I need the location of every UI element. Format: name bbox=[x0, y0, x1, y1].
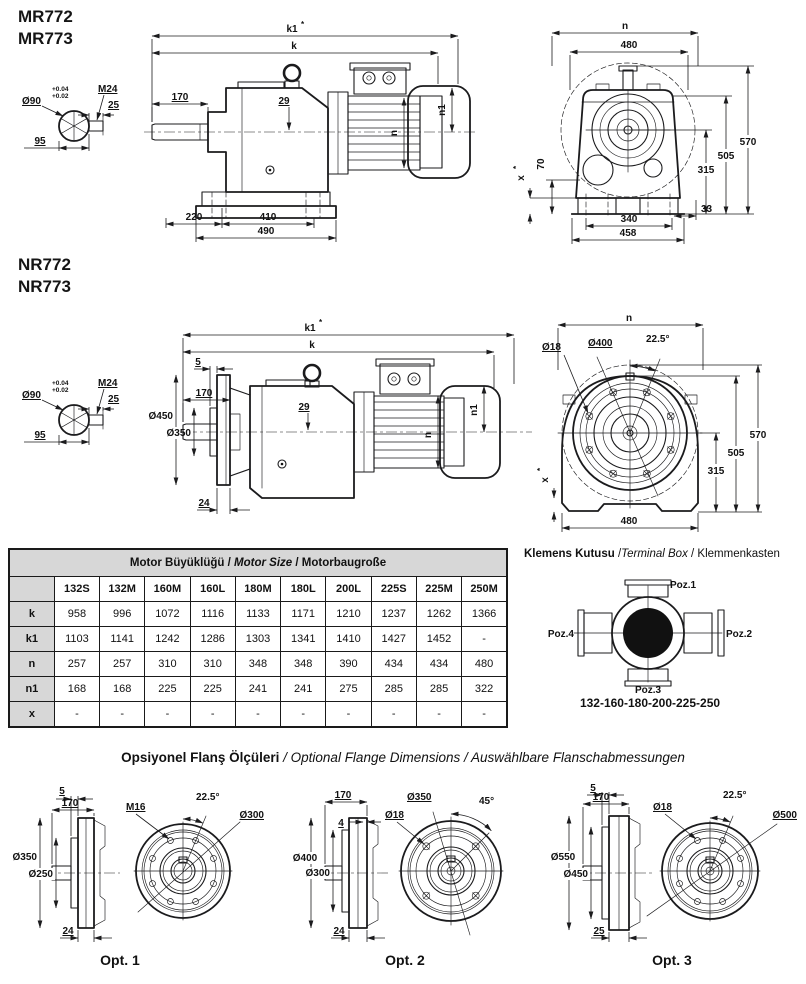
dim-opt3-dia450: Ø450 bbox=[563, 869, 588, 880]
dim-mr-rear-315: 315 bbox=[697, 165, 715, 176]
terminal-title-tr: Klemens Kutusu bbox=[524, 548, 615, 560]
nr-model-labels bbox=[18, 254, 71, 298]
dim-opt3-dia550: Ø550 bbox=[550, 852, 576, 863]
flange-section-title bbox=[0, 750, 806, 765]
dim-mr-rear-n: n bbox=[621, 21, 629, 32]
dim-mr-n: n bbox=[389, 129, 400, 137]
dim-shaft-95: 95 bbox=[34, 136, 46, 147]
table-cell: 434 bbox=[416, 652, 461, 677]
terminal-poz1-label: Poz.1 bbox=[670, 580, 697, 591]
table-cell: 958 bbox=[54, 602, 99, 627]
table-row bbox=[9, 702, 507, 728]
dim-mr-k1-star: * bbox=[301, 20, 305, 29]
table-cell: 996 bbox=[100, 602, 145, 627]
table-title-tr: Motor Büyüklüğü bbox=[129, 557, 225, 569]
dim-opt3-170: 170 bbox=[592, 792, 610, 803]
table-cell: 1410 bbox=[326, 627, 371, 652]
mr-model-labels bbox=[18, 6, 73, 50]
dim-opt1-dia300: Ø300 bbox=[239, 810, 264, 821]
dim-nr-170: 170 bbox=[195, 388, 213, 399]
table-cell: 1133 bbox=[235, 602, 280, 627]
dim-opt2-dia18: Ø18 bbox=[385, 810, 404, 821]
dim-opt3-dia18: Ø18 bbox=[653, 802, 672, 813]
col-header: 160L bbox=[190, 577, 235, 602]
nr-side-geometry bbox=[159, 335, 532, 514]
col-header: 132S bbox=[54, 577, 99, 602]
table-cell: - bbox=[145, 702, 190, 728]
dim-nr-rear-570: 570 bbox=[749, 430, 767, 441]
dim-opt2-170: 170 bbox=[334, 790, 352, 801]
nr-rear-view-drawing bbox=[536, 312, 806, 540]
table-cell: 241 bbox=[281, 677, 326, 702]
dim-shaft-95: 95 bbox=[34, 430, 46, 441]
flange-title-de: Auswählbare Flanschabmessungen bbox=[471, 750, 685, 765]
nr-side-view-drawing bbox=[142, 302, 537, 542]
table-cell: - bbox=[100, 702, 145, 728]
col-header: 225S bbox=[371, 577, 416, 602]
row-label: k1 bbox=[9, 627, 54, 652]
dim-opt1-thread: M16 bbox=[126, 802, 146, 813]
table-cell: 225 bbox=[145, 677, 190, 702]
dim-shaft-thread: M24 bbox=[98, 378, 118, 389]
flange-title-tr: Opsiyonel Flanş Ölçüleri bbox=[121, 750, 280, 765]
dim-shaft-tol-lower: +0.02 bbox=[52, 93, 69, 100]
dim-mr-490: 490 bbox=[257, 226, 275, 237]
table-cell: - bbox=[462, 627, 507, 652]
table-cell: 241 bbox=[235, 677, 280, 702]
dim-mr-rear-505: 505 bbox=[717, 151, 735, 162]
table-cell: - bbox=[416, 702, 461, 728]
table-cell: - bbox=[190, 702, 235, 728]
dim-nr-rear-x: x bbox=[540, 477, 551, 483]
motor-size-table bbox=[8, 548, 508, 728]
terminal-title-sep1: / bbox=[614, 548, 622, 560]
mr-shaft-end-drawing bbox=[8, 80, 138, 162]
table-cell: 1242 bbox=[145, 627, 190, 652]
table-cell: 1366 bbox=[462, 602, 507, 627]
table-title-de: Motorbaugroße bbox=[301, 557, 387, 569]
dim-opt3-dia500: Ø500 bbox=[772, 810, 797, 821]
dim-shaft-thread: M24 bbox=[98, 84, 118, 95]
table-cell: 257 bbox=[54, 652, 99, 677]
table-title-sep2: / bbox=[292, 557, 302, 569]
terminal-title-sep2: / bbox=[687, 548, 698, 560]
model-label-mr772: MR772 bbox=[18, 7, 73, 26]
col-header: 250M bbox=[462, 577, 507, 602]
col-header: 180M bbox=[235, 577, 280, 602]
dim-opt2-angle: 45° bbox=[479, 796, 495, 807]
dim-mr-rear-70: 70 bbox=[536, 158, 547, 170]
flange-title-en: Optional Flange Dimensions bbox=[290, 750, 461, 765]
dim-mr-k1: k1 bbox=[286, 24, 298, 35]
model-label-nr773: NR773 bbox=[18, 277, 71, 296]
dim-nr-rear-505: 505 bbox=[727, 448, 745, 459]
dim-shaft-tol-lower: +0.02 bbox=[52, 387, 69, 394]
dim-opt3-angle: 22.5° bbox=[723, 790, 747, 801]
table-cell: 310 bbox=[190, 652, 235, 677]
table-cell: 1072 bbox=[145, 602, 190, 627]
terminal-box-geometry bbox=[574, 580, 724, 686]
table-cell: 348 bbox=[281, 652, 326, 677]
dim-nr-k1: k1 bbox=[304, 323, 316, 334]
row-label: n bbox=[9, 652, 54, 677]
dim-mr-rear-480: 480 bbox=[620, 40, 638, 51]
dim-nr-dia450: Ø450 bbox=[148, 411, 173, 422]
table-cell: 275 bbox=[326, 677, 371, 702]
dim-mr-rear-x-star: * bbox=[512, 165, 521, 169]
table-title-en: Motor Size bbox=[234, 557, 293, 569]
row-label: k bbox=[9, 602, 54, 627]
table-cell: 1452 bbox=[416, 627, 461, 652]
dim-mr-rear-33: 33 bbox=[701, 204, 713, 215]
table-corner-cell bbox=[9, 577, 54, 602]
opt2-caption: Opt. 2 bbox=[385, 952, 425, 968]
table-row bbox=[9, 602, 507, 627]
dim-opt1-dia250: Ø250 bbox=[28, 869, 53, 880]
dim-opt2-dia400: Ø400 bbox=[292, 853, 318, 864]
dim-opt2-dia300: Ø300 bbox=[305, 868, 330, 879]
dim-opt3-25: 25 bbox=[593, 926, 605, 937]
dim-mr-170: 170 bbox=[171, 92, 189, 103]
dim-nr-24: 24 bbox=[198, 498, 210, 509]
dim-opt2-dia350: Ø350 bbox=[407, 792, 432, 803]
dim-opt3-5: 5 bbox=[590, 783, 596, 794]
table-title-sep1: / bbox=[224, 557, 235, 569]
mr-rear-view-drawing bbox=[482, 12, 804, 250]
dim-shaft-25: 25 bbox=[108, 100, 120, 111]
table-cell: 1427 bbox=[371, 627, 416, 652]
dim-shaft-tol-upper: +0.04 bbox=[52, 380, 69, 387]
table-cell: 285 bbox=[416, 677, 461, 702]
table-cell: - bbox=[371, 702, 416, 728]
table-cell: - bbox=[54, 702, 99, 728]
dim-mr-410: 410 bbox=[259, 212, 277, 223]
flange-opt3-drawing bbox=[543, 780, 801, 948]
table-cell: - bbox=[235, 702, 280, 728]
flange-title-sep1: / bbox=[279, 750, 291, 765]
dim-nr-n: n bbox=[423, 431, 434, 439]
opt3-geometry bbox=[545, 792, 777, 942]
table-cell: 390 bbox=[326, 652, 371, 677]
table-row bbox=[9, 677, 507, 702]
flange-opt2-drawing bbox=[283, 780, 525, 948]
dim-opt1-angle: 22.5° bbox=[196, 792, 220, 803]
table-cell: 1237 bbox=[371, 602, 416, 627]
dim-opt2-24: 24 bbox=[333, 926, 345, 937]
mr-rear-geometry bbox=[530, 33, 761, 244]
table-cell: 322 bbox=[462, 677, 507, 702]
dim-mr-29: 29 bbox=[278, 96, 290, 107]
table-title bbox=[9, 549, 507, 577]
dim-shaft-tol-upper: +0.04 bbox=[52, 86, 69, 93]
dim-nr-rear-315: 315 bbox=[707, 466, 725, 477]
dim-shaft-diameter: Ø90 bbox=[22, 96, 41, 107]
dim-nr-5: 5 bbox=[195, 357, 201, 368]
model-label-nr772: NR772 bbox=[18, 255, 71, 274]
table-cell: 434 bbox=[371, 652, 416, 677]
nr-rear-geometry bbox=[554, 325, 771, 532]
dim-shaft-25: 25 bbox=[108, 394, 120, 405]
table-cell: - bbox=[281, 702, 326, 728]
table-cell: 1303 bbox=[235, 627, 280, 652]
dim-opt1-24: 24 bbox=[62, 926, 74, 937]
col-header: 132M bbox=[100, 577, 145, 602]
terminal-box-title bbox=[524, 548, 780, 560]
table-cell: 480 bbox=[462, 652, 507, 677]
table-cell: 1262 bbox=[416, 602, 461, 627]
terminal-poz3-label: Poz.3 bbox=[634, 685, 662, 696]
flange-opt1-drawing bbox=[8, 780, 268, 948]
table-cell: 1341 bbox=[281, 627, 326, 652]
dim-nr-29: 29 bbox=[298, 402, 310, 413]
table-header-row bbox=[9, 577, 507, 602]
dim-opt1-170: 170 bbox=[61, 798, 79, 809]
table-row bbox=[9, 652, 507, 677]
table-cell: 1116 bbox=[190, 602, 235, 627]
table-cell: 1141 bbox=[100, 627, 145, 652]
terminal-title-de: Klemmenkasten bbox=[697, 548, 780, 560]
dim-mr-rear-458: 458 bbox=[619, 228, 637, 239]
table-cell: 1171 bbox=[281, 602, 326, 627]
row-label: n1 bbox=[9, 677, 54, 702]
table-cell: 168 bbox=[100, 677, 145, 702]
table-row bbox=[9, 627, 507, 652]
dim-mr-rear-340: 340 bbox=[620, 214, 638, 225]
table-cell: 1103 bbox=[54, 627, 99, 652]
dim-nr-n1: n1 bbox=[469, 404, 480, 416]
opt1-caption: Opt. 1 bbox=[100, 952, 140, 968]
dim-nr-rear-n: n bbox=[625, 313, 633, 324]
dim-opt1-5: 5 bbox=[59, 786, 65, 797]
terminal-box-diagram bbox=[544, 576, 756, 694]
nr-shaft-end-drawing bbox=[8, 374, 138, 456]
table-cell: - bbox=[462, 702, 507, 728]
table-cell: 1286 bbox=[190, 627, 235, 652]
dim-nr-k1-star: * bbox=[319, 318, 323, 327]
dim-nr-dia350: Ø350 bbox=[166, 428, 191, 439]
dim-mr-220: 220 bbox=[185, 212, 203, 223]
dim-mr-n1: n1 bbox=[437, 104, 448, 116]
col-header: 160M bbox=[145, 577, 190, 602]
table-cell: - bbox=[326, 702, 371, 728]
table-cell: 168 bbox=[54, 677, 99, 702]
dim-shaft-diameter: Ø90 bbox=[22, 390, 41, 401]
dim-mr-rear-570: 570 bbox=[739, 137, 757, 148]
mr-side-view-drawing bbox=[142, 12, 482, 244]
row-label: x bbox=[9, 702, 54, 728]
dim-mr-k: k bbox=[291, 41, 297, 52]
terminal-poz2-label: Poz.2 bbox=[726, 629, 753, 640]
table-cell: 285 bbox=[371, 677, 416, 702]
col-header: 200L bbox=[326, 577, 371, 602]
dim-mr-rear-x: x bbox=[516, 175, 527, 181]
col-header: 225M bbox=[416, 577, 461, 602]
table-cell: 257 bbox=[100, 652, 145, 677]
table-cell: 348 bbox=[235, 652, 280, 677]
table-cell: 225 bbox=[190, 677, 235, 702]
opt3-caption: Opt. 3 bbox=[652, 952, 692, 968]
model-label-mr773: MR773 bbox=[18, 29, 73, 48]
dim-nr-rear-dia400: Ø400 bbox=[588, 338, 613, 349]
table-cell: 1210 bbox=[326, 602, 371, 627]
terminal-poz4-label: Poz.4 bbox=[547, 629, 574, 640]
col-header: 180L bbox=[281, 577, 326, 602]
dim-nr-k: k bbox=[309, 340, 315, 351]
terminal-title-en: Terminal Box bbox=[621, 548, 688, 560]
dim-nr-rear-x-star: * bbox=[536, 467, 545, 471]
table-cell: 310 bbox=[145, 652, 190, 677]
dim-opt1-dia350: Ø350 bbox=[12, 852, 37, 863]
dim-nr-rear-dia18: Ø18 bbox=[542, 342, 561, 353]
opt1-geometry bbox=[22, 796, 240, 942]
dim-nr-rear-angle: 22.5° bbox=[646, 334, 670, 345]
terminal-box-sizes-caption: 132-160-180-200-225-250 bbox=[579, 696, 721, 710]
flange-title-sep2: / bbox=[460, 750, 472, 765]
dim-opt2-4: 4 bbox=[338, 818, 344, 829]
dim-nr-rear-480: 480 bbox=[620, 516, 638, 527]
